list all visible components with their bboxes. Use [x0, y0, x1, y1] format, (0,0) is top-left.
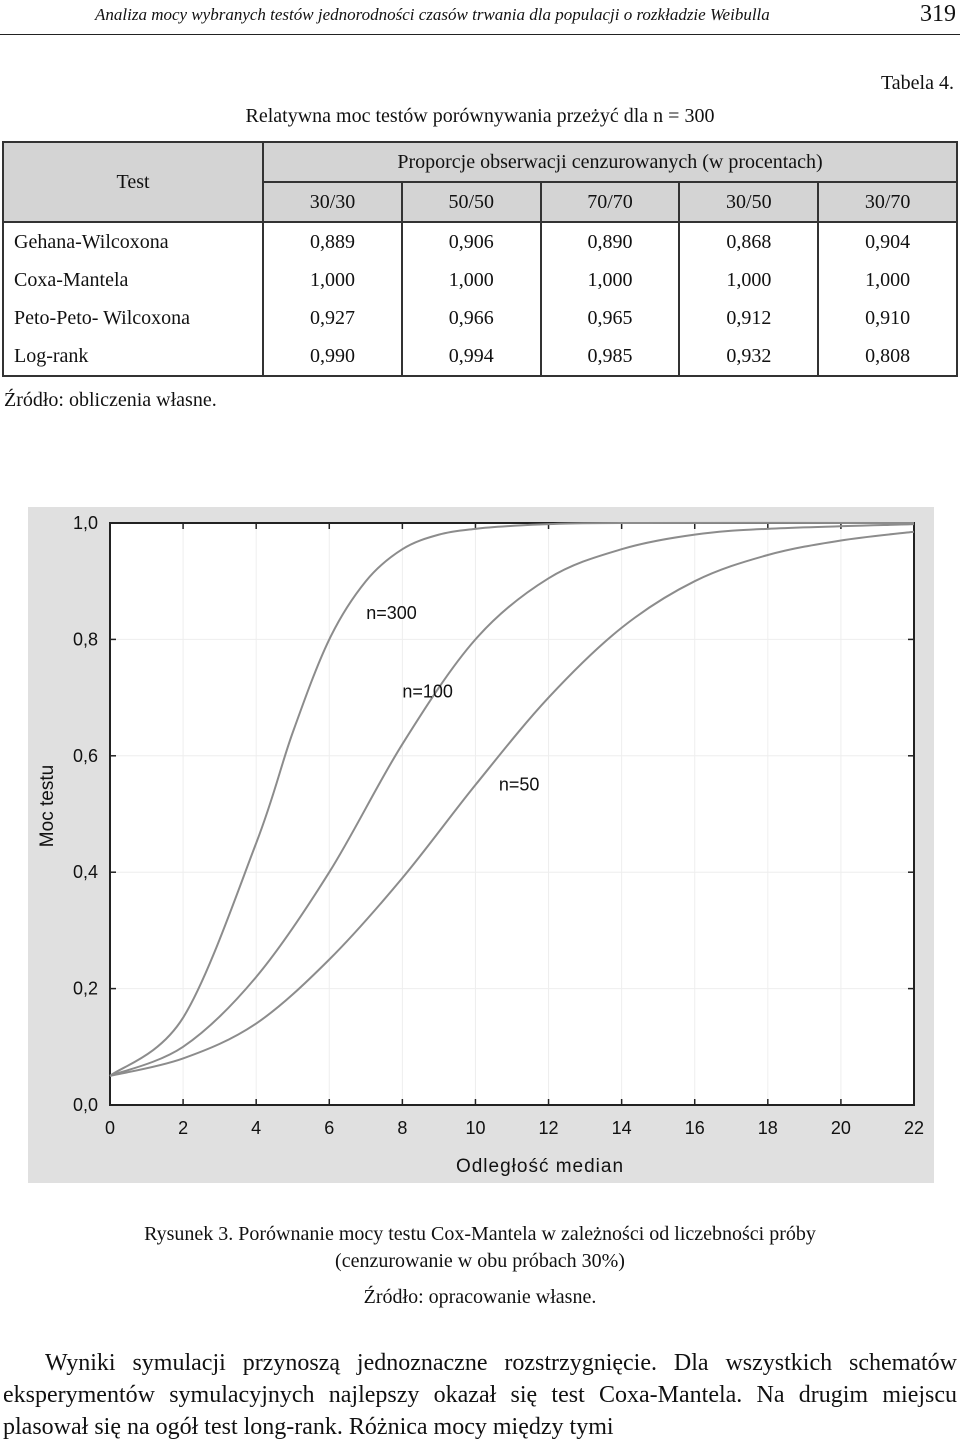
x-tick-label: 0 [104, 1118, 116, 1138]
row-test-name: Peto-Peto- Wilcoxona [3, 299, 263, 337]
table-cell: 0,965 [541, 299, 680, 337]
table-label: Tabela 4. [880, 72, 954, 94]
x-tick-label: 12 [538, 1118, 559, 1138]
column-header: 30/50 [679, 182, 818, 222]
table-cell: 0,994 [402, 337, 541, 376]
table-cell: 0,927 [263, 299, 402, 337]
figure-source-note: Źródło: opracowanie własne. [363, 1286, 597, 1308]
x-axis-label: Odległość median [455, 1156, 625, 1177]
series-label: n=50 [498, 774, 540, 795]
column-header: 30/70 [818, 182, 957, 222]
table-row [3, 299, 957, 337]
column-header: 30/30 [263, 182, 402, 222]
figure-caption-line-2: (cenzurowanie w obu próbach 30%) [335, 1250, 625, 1272]
y-axis-label: Moc testu [37, 764, 58, 848]
x-tick-label: 14 [611, 1118, 632, 1138]
table-cell: 0,904 [818, 222, 957, 261]
table-cell: 0,985 [541, 337, 680, 376]
running-title: Analiza mocy wybranych testów jednorodności czasów trwania dla populacji o rozkładzie Weibulla [95, 5, 770, 24]
y-tick-label: 0,2 [72, 978, 98, 999]
x-tick-label: 22 [903, 1118, 925, 1138]
x-tick-label: 20 [830, 1118, 851, 1138]
table-cell: 0,932 [679, 337, 818, 376]
figure-caption-line-1: Rysunek 3. Porównanie mocy testu Cox-Mantela w zależności od liczebności próby [144, 1223, 816, 1245]
column-header: 70/70 [541, 182, 680, 222]
x-tick-label: 4 [251, 1118, 262, 1138]
table-cell: 1,000 [263, 261, 402, 299]
table-row [3, 337, 957, 376]
test-column-header: Test [3, 142, 263, 222]
table-cell: 1,000 [818, 261, 957, 299]
table-cell: 0,966 [402, 299, 541, 337]
page-number: 319 [920, 1, 956, 27]
plot-area [110, 523, 914, 1105]
table-cell: 0,889 [263, 222, 402, 261]
series-label: n=100 [402, 681, 453, 702]
table-cell: 0,906 [402, 222, 541, 261]
table-cell: 0,910 [818, 299, 957, 337]
table-source-note: Źródło: obliczenia własne. [4, 389, 217, 411]
series-label: n=300 [366, 603, 417, 624]
x-tick-label: 18 [757, 1118, 778, 1138]
table-cell: 1,000 [541, 261, 680, 299]
table-cell: 1,000 [679, 261, 818, 299]
results-table [2, 141, 958, 377]
table-row [3, 261, 957, 299]
running-header [0, 0, 960, 35]
x-tick-label: 16 [684, 1118, 705, 1138]
table-cell: 0,808 [818, 337, 957, 376]
y-tick-label: 0,8 [72, 629, 98, 650]
power-chart [28, 507, 934, 1183]
table-cell: 0,990 [263, 337, 402, 376]
table-cell: 0,912 [679, 299, 818, 337]
table-caption: Relatywna moc testów porównywania przeżyć dla n = 300 [245, 105, 715, 127]
y-tick-label: 0,6 [72, 745, 98, 766]
row-test-name: Coxa-Mantela [3, 261, 263, 299]
column-header: 50/50 [402, 182, 541, 222]
table-cell: 1,000 [402, 261, 541, 299]
row-test-name: Log-rank [3, 337, 263, 376]
table-cell: 0,890 [541, 222, 680, 261]
y-tick-label: 0,0 [72, 1095, 98, 1115]
table-row [3, 222, 957, 261]
table-cell: 0,868 [679, 222, 818, 261]
censoring-group-header: Proporcje obserwacji cenzurowanych (w procentach) [263, 142, 957, 182]
y-tick-label: 0,4 [72, 862, 98, 883]
y-tick-label: 1,0 [72, 513, 98, 533]
x-tick-label: 6 [324, 1118, 335, 1138]
power-chart-svg [28, 507, 934, 1183]
x-tick-label: 2 [178, 1118, 189, 1138]
x-tick-label: 10 [465, 1118, 486, 1138]
x-tick-label: 8 [397, 1118, 408, 1138]
body-paragraph: Wyniki symulacji przynoszą jednoznaczne rozstrzygnięcie. Dla wszystkich schematów eksperymentów symulacyjnych najlepszy okazał się test Coxa-Mantela. Na drugim miejscu plasował się na ogół test long-rank. Różnica mocy między tymi [3, 1350, 957, 1440]
figure-caption [0, 1221, 960, 1275]
row-test-name: Gehana-Wilcoxona [3, 222, 263, 261]
